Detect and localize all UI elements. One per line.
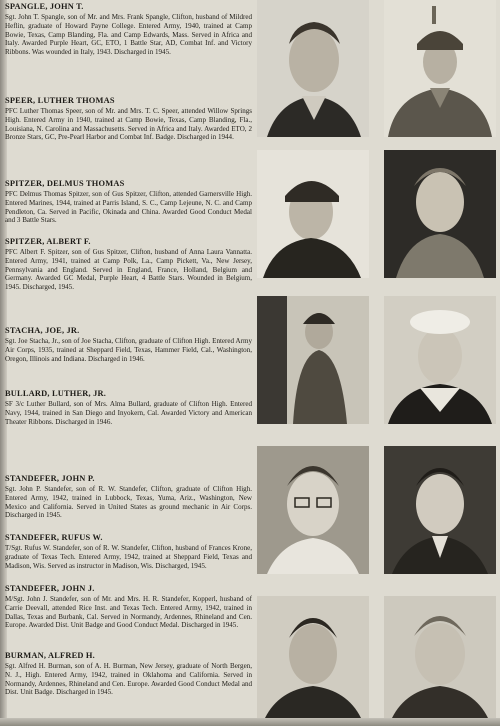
entry-bullard-luther — [5, 389, 252, 426]
entry-bio: PFC Albert F. Spitzer, son of Gus Spitzer, Clifton, husband of Anna Laura Vannatta. Entered Army, 1941, trained at Camp Polk, La., Camp Pickett, Va., New Jersey, Pennsylvania and England. Served in England, France, Holland, Belgium and Germany. Awarded GC Medal, Purple Heart, 4 Battle Stars. Wounded in Belgium, 1945. Discharged, 1945. — [5, 247, 252, 292]
portrait-photo-spitzer-delmus — [257, 150, 369, 278]
entry-spitzer-albert — [5, 237, 252, 292]
entry-name: STANDEFER, JOHN J. — [5, 584, 95, 593]
entry-bio: PFC Delmus Thomas Spitzer, son of Gus Spitzer, Clifton, attended Garnersville High. Entered Marines, 1944, trained at Parris Island, S. C., Camp Lejeune, N. C. and Camp Pendleton, Ca. Served in Pacific, Okinada and China. Awarded Good Conduct Medal and 3 Battle Stars. — [5, 189, 252, 225]
entry-name: STANDEFER, JOHN P. — [5, 474, 95, 483]
entry-bio: Sgt. John P. Standefer, son of R. W. Standefer, Clifton, graduate of Clifton High. Entered Army, 1942, trained in Lubbock, Texas, Yuma, Ariz., Washington, New Mexico and California. Served in United States as ground mechanic in Air Corps. Discharged in 1945. — [5, 484, 252, 520]
entry-standefer-john-p — [5, 474, 252, 520]
portrait-photo-spitzer-albert — [384, 150, 496, 278]
portrait-photo-spangle — [257, 0, 369, 137]
entry-bio: Sgt. John T. Spangle, son of Mr. and Mrs. Frank Spangle, Clifton, husband of Mildred Heflin, graduate of Howard Payne College. Entered Army, 1940, trained at Camp Bowie, Texas, Camp Blanding, Fla. and Camp Edwards, Mass. Served in Africa and Italy. Awarded Purple Heart, GC, ETO, 1 Battle Star, AD, Combat Inf. and Victory Ribbons. Was wounded in Italy, 1943. Discharged in 1945. — [5, 12, 252, 57]
entry-stacha-joe — [5, 326, 252, 363]
entry-name: SPANGLE, JOHN T. — [5, 2, 84, 11]
portrait-photo-standefer-rufus — [384, 446, 496, 574]
portrait-photo-standefer-john-j — [257, 596, 369, 718]
entry-name: SPITZER, ALBERT F. — [5, 237, 91, 246]
entry-name: BURMAN, ALFRED H. — [5, 651, 95, 660]
entry-name: STACHA, JOE, JR. — [5, 326, 80, 335]
page-bottom-edge — [0, 718, 500, 726]
entry-standefer-rufus — [5, 533, 252, 570]
portrait-photo-standefer-john-p — [257, 446, 369, 574]
portrait-photo-stacha — [257, 296, 369, 424]
entry-name: SPEER, LUTHER THOMAS — [5, 96, 115, 105]
portrait-photo-speer — [384, 0, 496, 137]
entry-name: BULLARD, LUTHER, JR. — [5, 389, 107, 398]
portrait-photo-bullard — [384, 296, 496, 424]
entry-name: STANDEFER, RUFUS W. — [5, 533, 103, 542]
entry-standefer-john-j — [5, 584, 252, 630]
entry-spitzer-delmus — [5, 179, 252, 225]
entry-burman-alfred — [5, 651, 252, 697]
entry-spangle-john — [5, 2, 252, 57]
entry-bio: SF 3/c Luther Bullard, son of Mrs. Alma Bullard, graduate of Clifton High. Entered Navy, 1944, trained in San Diego and Inyokern, Cal. Awarded Victory and American Theater Ribbons. Discharged in 1946. — [5, 399, 252, 426]
entry-name: SPITZER, DELMUS THOMAS — [5, 179, 125, 188]
portrait-photo-burman — [384, 596, 496, 718]
entry-bio: T/Sgt. Rufus W. Standefer, son of R. W. Standefer, Clifton, husband of Frances Krone, graduate of Texas Tech. Entered Army, 1942, trained at Sheppard Field, Texas and Madison, Wis. Served as instructor in Madison, Wis. Discharged, 1945. — [5, 543, 252, 570]
entry-bio: M/Sgt. John J. Standefer, son of Mr. and Mrs. H. R. Standefer, Kopperl, husband of Carrie Deevall, attended Rice Inst. and Texas Tech. Entered Army, 1942, trained in Dallas, Texas and Burbank, Cal. Served in Normandy, Ardennes, Rhineland and Cen. Europe. Awarded Dist. Unit Badge and Good Conduct Medal. Discharged in 1945. — [5, 594, 252, 630]
entry-speer-luther — [5, 96, 252, 142]
entry-bio: Sgt. Alfred H. Burman, son of A. H. Burman, New Jersey, graduate of North Bergen, N. J., High. Entered Army, 1942, trained in Oklahoma and California. Served in Normandy, Ardennes, Rhineland and Cen. Europe. Awarded Good Conduct Medal and Dist. Unit Badge. Discharged in 1945. — [5, 661, 252, 697]
entry-bio: PFC Luther Thomas Speer, son of Mr. and Mrs. T. C. Speer, attended Willow Springs High. Entered Army in 1940, trained at Camp Bowie, Texas, Camp Blanding, Fla., Louisiana, N. Carolina and Massachusetts. Served in Africa and Italy. Awarded ETO, 2 Bronze Stars, GC, Pre-Pearl Harbor and Combat Inf. Badge. Discharged in 1944. — [5, 106, 252, 142]
entry-bio: Sgt. Joe Stacha, Jr., son of Joe Stacha, Clifton, graduate of Clifton High. Entered Army Air Corps, 1935, trained at Sheppard Field, Texas, Hammer Field, Cal., Washington, Oregon, Illinois and Indiana. Discharged in 1946. — [5, 336, 252, 363]
